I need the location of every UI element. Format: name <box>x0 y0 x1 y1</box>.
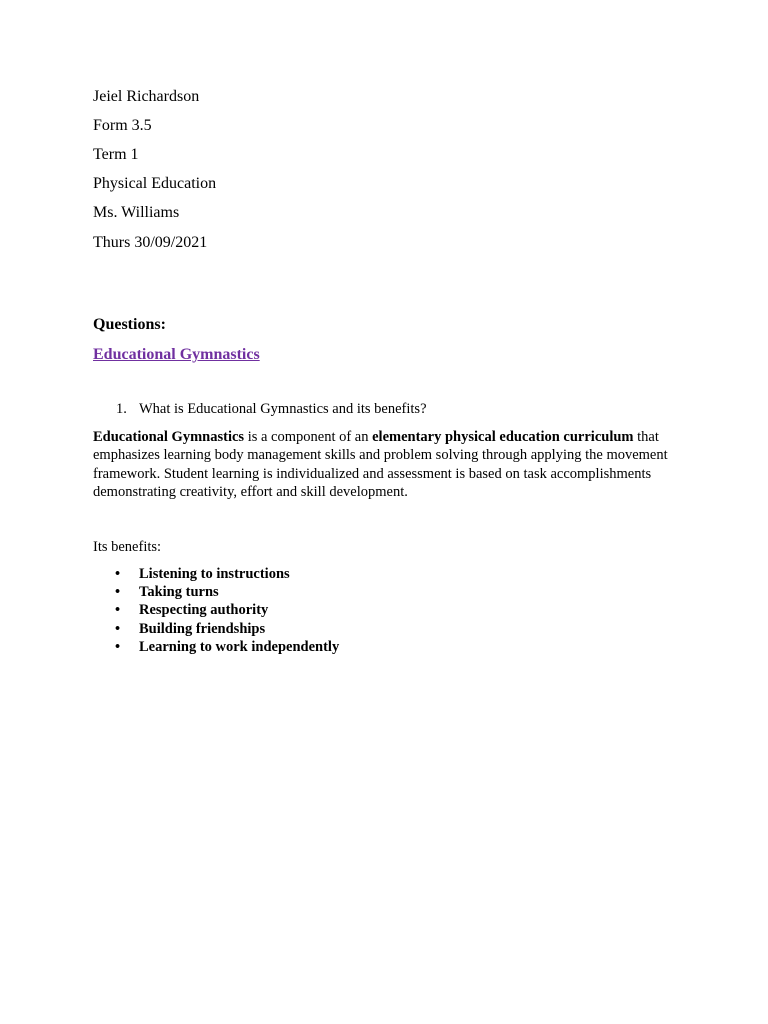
student-name: Jeiel Richardson <box>93 88 200 105</box>
topic-title-link[interactable]: Educational Gymnastics <box>93 346 260 363</box>
question-item <box>93 400 427 418</box>
term-line: Term 1 <box>93 146 139 163</box>
benefits-label: Its benefits: <box>93 539 162 555</box>
answer-text-2: that emphasizes learning body management skills and problem solving through applying the movement framework. Student learning is individualized and assessment is based on task accomplishments demonstrating creativity, effort and skill development. <box>93 429 668 500</box>
answer-paragraph <box>93 428 673 501</box>
benefit-item: • Learning to work independently <box>93 638 339 656</box>
subject-line: Physical Education <box>93 175 217 192</box>
date-line: Thurs 30/09/2021 <box>93 234 208 251</box>
answer-emphasis: elementary physical education curriculum <box>372 429 634 445</box>
benefit-item: • Listening to instructions <box>93 565 339 583</box>
questions-heading: Questions: <box>93 316 166 333</box>
form-line: Form 3.5 <box>93 117 152 134</box>
question-list <box>93 400 427 418</box>
benefit-item: • Building friendships <box>93 620 339 638</box>
benefit-item: • Respecting authority <box>93 601 339 619</box>
answer-text-1: is a component of an <box>244 429 373 445</box>
benefits-list <box>93 565 339 656</box>
question-number: 1. <box>116 401 127 417</box>
benefit-item: • Taking turns <box>93 583 339 601</box>
answer-term: Educational Gymnastics <box>93 429 245 445</box>
question-text: What is Educational Gymnastics and its benefits? <box>139 401 427 417</box>
teacher-line: Ms. Williams <box>93 204 180 221</box>
